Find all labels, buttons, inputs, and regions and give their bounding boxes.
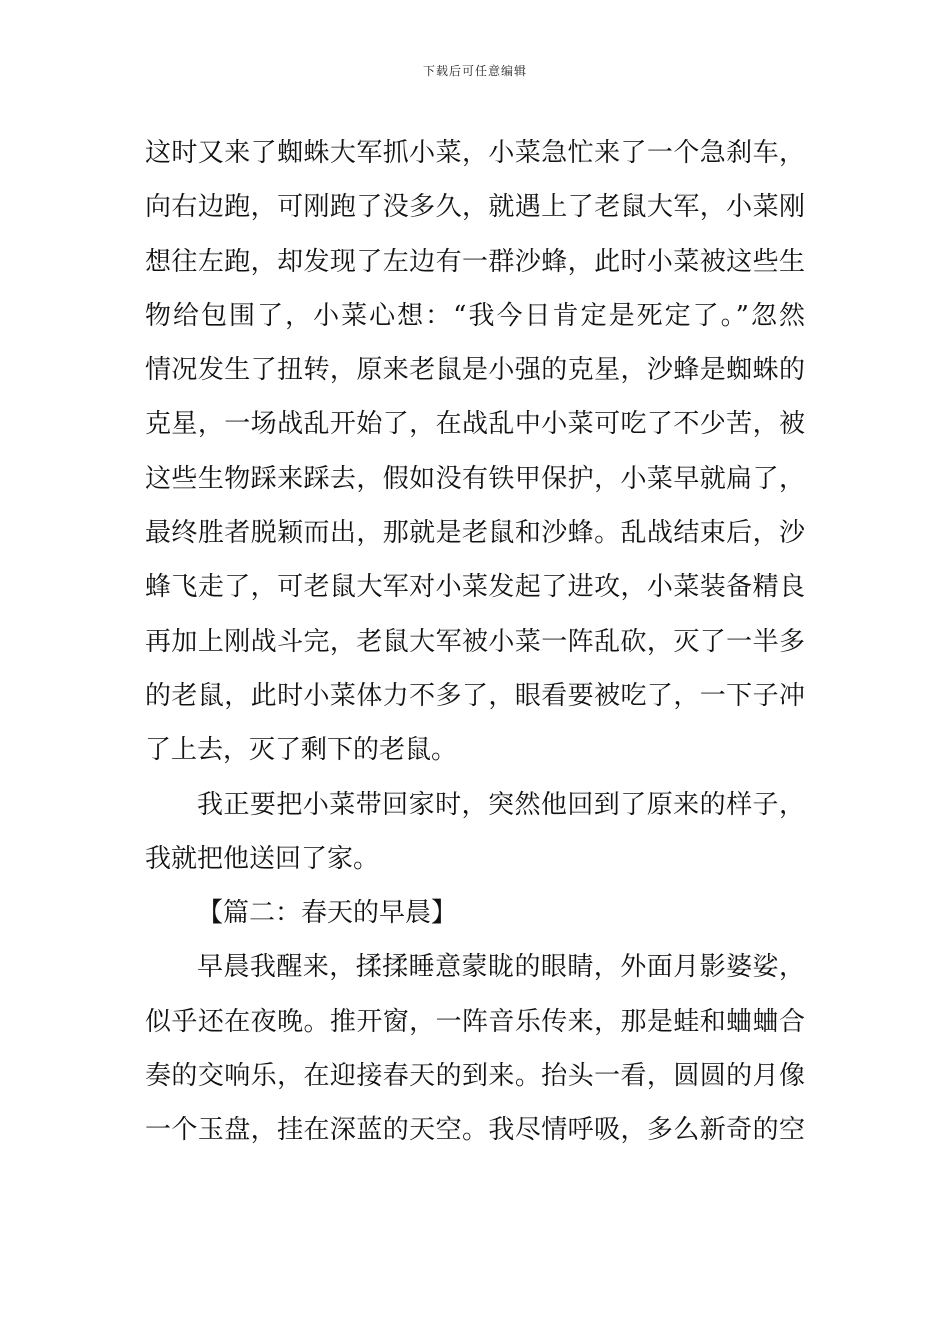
page-header: 下载后可任意编辑 bbox=[422, 64, 527, 78]
text-line: 再加上刚战斗完，老鼠大军被小菜一阵乱砍，灭了一半多 bbox=[145, 626, 805, 657]
text-line: 的老鼠，此时小菜体力不多了，眼看要被吃了，一下子冲 bbox=[145, 680, 805, 711]
text-line: 奏的交响乐，在迎接春天的到来。抬头一看，圆圆的月像 bbox=[145, 1061, 805, 1092]
text-line: 想往左跑，却发现了左边有一群沙蜂，此时小菜被这些生 bbox=[145, 246, 805, 277]
document-body bbox=[145, 126, 805, 1158]
text-line: 一个玉盘，挂在深蓝的天空。我尽情呼吸，多么新奇的空 bbox=[145, 1115, 805, 1146]
text-line: 我就把他送回了家。 bbox=[145, 843, 380, 874]
text-line: 克星，一场战乱开始了，在战乱中小菜可吃了不少苦，被 bbox=[145, 409, 805, 440]
text-line: 似乎还在夜晚。推开窗，一阵音乐传来，那是蛙和蛐蛐合 bbox=[145, 1006, 805, 1037]
paragraph-start-line: 我正要把小菜带回家时，突然他回到了原来的样子， bbox=[197, 789, 805, 820]
text-line: 物给包围了，小菜心想：“我今日肯定是死定了。”忽然 bbox=[145, 300, 805, 331]
text-line: 了上去，灭了剩下的老鼠。 bbox=[145, 735, 458, 766]
text-line: 蜂飞走了，可老鼠大军对小菜发起了进攻，小菜装备精良 bbox=[145, 572, 805, 603]
text-line: 向右边跑，可刚跑了没多久，就遇上了老鼠大军，小菜刚 bbox=[145, 192, 805, 223]
section-heading: 【篇二：春天的早晨】 bbox=[197, 898, 458, 929]
text-line: 情况发生了扭转，原来老鼠是小强的克星，沙蜂是蜘蛛的 bbox=[145, 355, 805, 386]
text-line: 这些生物踩来踩去，假如没有铁甲保护，小菜早就扁了， bbox=[145, 463, 805, 494]
text-line: 最终胜者脱颖而出，那就是老鼠和沙蜂。乱战结束后，沙 bbox=[145, 518, 805, 549]
paragraph-start-line: 早晨我醒来，揉揉睡意蒙眬的眼睛，外面月影婆娑， bbox=[197, 952, 805, 983]
text-line: 这时又来了蜘蛛大军抓小菜，小菜急忙来了一个急刹车， bbox=[145, 138, 805, 168]
